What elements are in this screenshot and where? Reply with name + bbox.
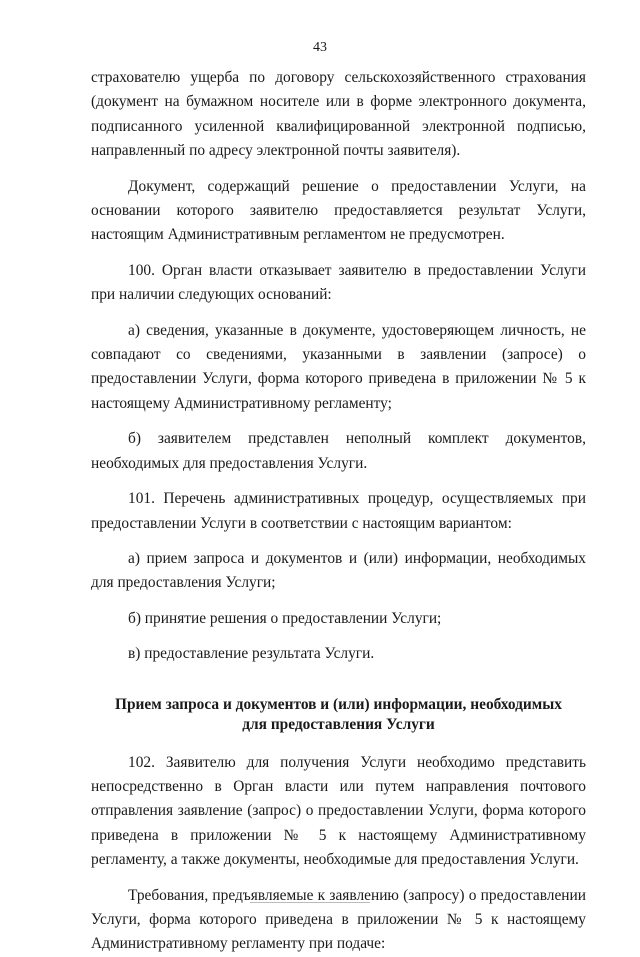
paragraph: Документ, содержащий решение о предоставлении Услуги, на основании которого заявителю предоставляется результат Услуги, настоящим Административным регламентом не предусмотрен.	[91, 177, 586, 244]
page-number: 43	[313, 40, 327, 55]
section-heading	[91, 695, 586, 735]
paragraph: б) заявителем представлен неполный комплект документов, необходимых для предоставления Услуги.	[91, 430, 586, 472]
section-heading-line: Прием запроса и документов и (или) информации, необходимых	[115, 695, 562, 713]
section-heading-line: для предоставления Услуги	[242, 715, 435, 733]
paragraph: страхователю ущерба по договору сельскохозяйственного страхования (документ на бумажном носителе или в форме электронного документа, подписанного усиленной квалифицированной электронной подписью, направленный по адресу электронной почты заявителя).	[91, 69, 586, 160]
paragraph: 101. Перечень административных процедур, осуществляемых при предоставлении Услуги в соответствии с настоящим вариантом:	[91, 490, 586, 532]
paragraph: 100. Орган власти отказывает заявителю в предоставлении Услуги при наличии следующих оснований:	[91, 261, 586, 304]
paragraph: в) предоставление результата Услуги.	[128, 645, 375, 663]
paragraph: Требования, предъявляемые к заявлению (запросу) о предоставлении Услуги, форма которого приведена в приложении № 5 к настоящему Административному регламенту при подаче:	[91, 886, 586, 953]
page-edge-rule	[250, 902, 370, 903]
paragraph: а) прием запроса и документов и (или) информации, необходимых для предоставления Услуги;	[91, 549, 586, 592]
paragraph: б) принятие решения о предоставлении Услуги;	[128, 609, 442, 627]
paragraph: 102. Заявителю для получения Услуги необходимо представить непосредственно в Орган власти или путем направления почтового отправления заявление (запрос) о предоставлении Услуги, форма которого приведена в приложении № 5 к настоящему Административному регламенту, а также документы, необходимые для предоставления Услуги.	[91, 753, 586, 869]
document-body	[91, 66, 586, 957]
paragraph: а) сведения, указанные в документе, удостоверяющем личность, не совпадают со сведениями, указанными в заявлении (запросе) о предоставлении Услуги, форма которого приведена в приложении № 5 к настоящему Административному регламенту;	[91, 321, 586, 412]
